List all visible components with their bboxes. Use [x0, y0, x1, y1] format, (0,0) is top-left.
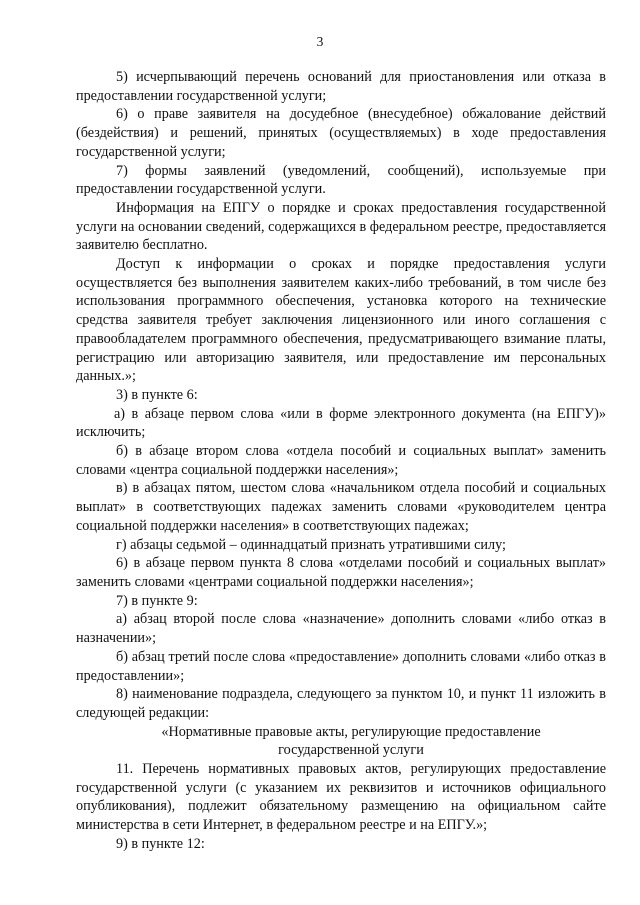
document-body	[76, 68, 606, 854]
paragraph-epgu-info: Информация на ЕПГУ о порядке и сроках предоставления государственной услуги на основании сведений, содержащихся в федеральном реестре, предоставляется заявителю бесплатно.	[76, 199, 606, 254]
paragraph-point-6: 3) в пункте 6:	[116, 386, 198, 403]
paragraph-item-6: 6) о праве заявителя на досудебное (внесудебное) обжалование действий (бездействия) и решений, принятых (осуществляемых) в ходе предоставления государственной услуги;	[76, 106, 606, 160]
paragraph-item-7: 7) формы заявлений (уведомлений, сообщений), используемые при предоставлении государственной услуги.	[76, 162, 606, 198]
paragraph-item-5: 5) исчерпывающий перечень оснований для приостановления или отказа в предоставлении государственной услуги;	[76, 69, 606, 104]
paragraph-point-11: 11. Перечень нормативных правовых актов, регулирующих предоставление государственной услуги (с указанием их реквизитов и источников официального опубликования), подлежит обязательному размещению на официальном сайте министерства в сети Интернет, в федеральном реестре и на ЕПГУ.»;	[76, 761, 606, 834]
paragraph-point-8: 6) в абзаце первом пункта 8 слова «отделами пособий и социальных выплат» заменить словами «центрами социальной поддержки населения»;	[76, 555, 606, 590]
paragraph-sub-b: б) в абзаце втором слова «отдела пособий и социальных выплат» заменить словами «центра социальной поддержки населения»;	[76, 443, 606, 478]
paragraph-point-9-b: б) абзац третий после слова «предоставление» дополнить словами «либо отказ в предоставлении»;	[76, 648, 606, 684]
paragraph-sub-v: в) в абзацах пятом, шестом слова «начальником отдела пособий и социальных выплат» в соответствующих падежах заменить словами «руководителем центра социальной поддержки населения» в соответствующих падежах;	[76, 480, 606, 534]
paragraph-subsection-title: 8) наименование подраздела, следующего за пунктом 10, и пункт 11 изложить в следующей редакции:	[76, 686, 606, 721]
paragraph-point-12: 9) в пункте 12:	[116, 835, 205, 852]
paragraph-sub-g: г) абзацы седьмой – одиннадцатый признать утратившими силу;	[116, 536, 506, 553]
page-number: 3	[316, 34, 324, 49]
paragraph-sub-a: а) в абзаце первом слова «или в форме электронного документа (на ЕПГУ)» исключить;	[76, 405, 606, 441]
paragraph-access-info: Доступ к информации о сроках и порядке предоставления услуги осуществляется без выполнения заявителем каких-либо требований, в том числе без использования программного обеспечения, установка которого на технические средства заявителя требует заключения лицензионного или иного соглашения с правообладателем программного обеспечения, предусматривающего взимание платы, регистрацию или авторизацию заявителя, или предоставление им персональных данных.»;	[76, 256, 606, 385]
paragraph-point-9: 7) в пункте 9:	[116, 592, 198, 609]
section-heading: «Нормативные правовые акты, регулирующие предоставление государственной услуги	[161, 723, 541, 759]
paragraph-point-9-a: а) абзац второй после слова «назначение» дополнить словами «либо отказ в назначении»;	[76, 611, 606, 647]
